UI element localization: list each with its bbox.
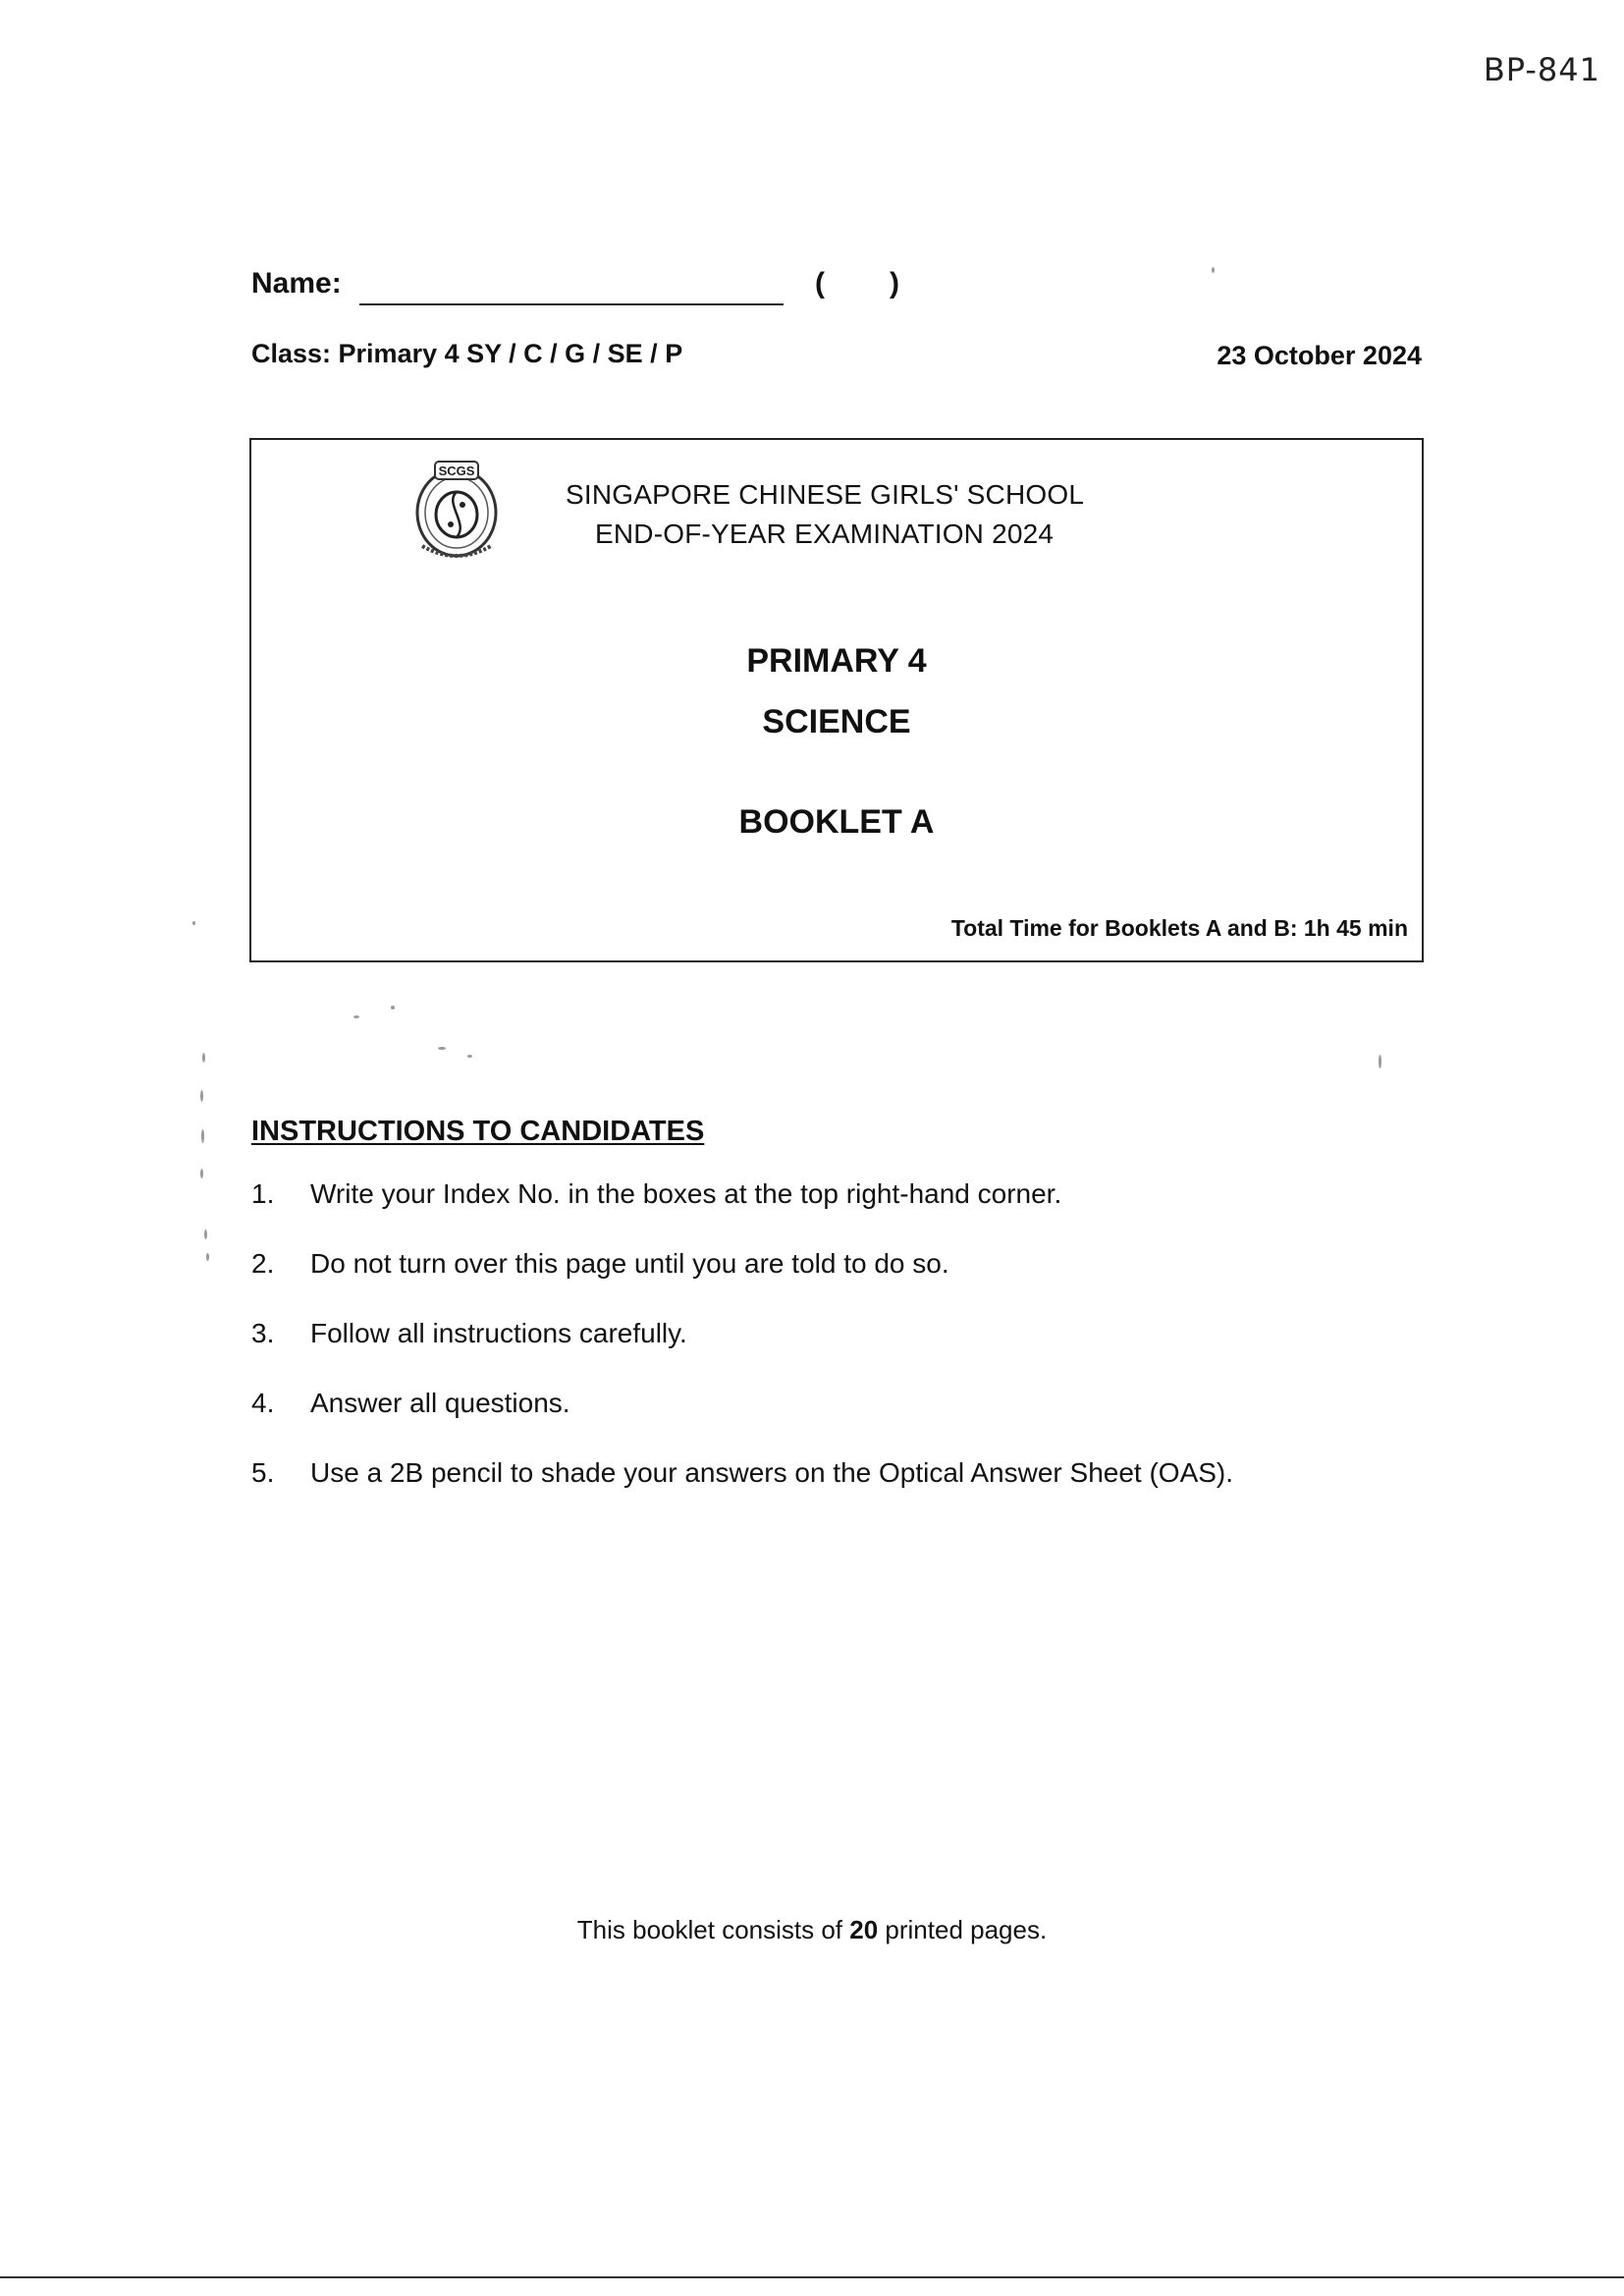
total-time: Total Time for Booklets A and B: 1h 45 min — [950, 915, 1408, 941]
scan-speck — [1212, 267, 1215, 273]
level-title: PRIMARY 4 — [746, 642, 927, 680]
page-count-footer — [0, 1915, 1624, 1945]
instruction-text: Use a 2B pencil to shade your answers on the Optical Answer Sheet (OAS). — [310, 1457, 1234, 1488]
school-crest-icon — [408, 456, 505, 564]
index-number-close-bracket: ) — [890, 267, 899, 300]
scan-speck — [200, 1090, 203, 1102]
instructions-heading: INSTRUCTIONS TO CANDIDATES — [251, 1116, 705, 1147]
class-line: Class: Primary 4 SY / C / G / SE / P — [251, 339, 683, 368]
exam-date: 23 October 2024 — [1217, 341, 1422, 370]
subject-title: SCIENCE — [762, 703, 911, 740]
scan-speck — [438, 1047, 446, 1050]
exam-name: END-OF-YEAR EXAMINATION 2024 — [595, 519, 1055, 549]
scan-speck — [1379, 1055, 1381, 1068]
instruction-number: 1. — [251, 1178, 275, 1209]
instruction-text: Answer all questions. — [310, 1388, 570, 1418]
scan-speck — [467, 1055, 472, 1058]
instruction-item — [251, 1318, 1430, 1388]
scan-speck — [192, 921, 195, 925]
scan-speck — [206, 1253, 209, 1261]
instruction-item — [251, 1388, 1430, 1457]
footer-prefix: This booklet consists of — [576, 1915, 850, 1944]
footer-page-count: 20 — [849, 1915, 879, 1944]
scan-speck — [353, 1015, 359, 1018]
scan-speck — [204, 1230, 207, 1239]
instruction-text: Do not turn over this page until you are told to do so. — [310, 1248, 949, 1279]
footer-suffix: printed pages. — [878, 1915, 1048, 1944]
crest-lettering: SCGS — [438, 464, 475, 478]
instruction-item — [251, 1248, 1430, 1318]
name-label: Name: — [251, 267, 342, 300]
scan-speck — [202, 1053, 205, 1063]
instruction-text: Follow all instructions carefully. — [310, 1318, 687, 1348]
document-code: BP-841 — [1483, 51, 1600, 88]
instructions-list — [251, 1178, 1430, 1527]
scan-speck — [201, 1129, 204, 1143]
bottom-rule — [0, 2276, 1624, 2278]
name-blank-line — [359, 303, 784, 305]
scan-speck — [200, 1169, 203, 1178]
booklet-title: BOOKLET A — [738, 803, 935, 841]
instruction-text: Write your Index No. in the boxes at the top right-hand corner. — [310, 1178, 1062, 1209]
instruction-number: 4. — [251, 1388, 275, 1418]
instruction-number: 2. — [251, 1248, 275, 1279]
cover-box — [249, 438, 1424, 962]
instruction-number: 3. — [251, 1318, 275, 1348]
index-number-open-bracket: ( — [815, 267, 825, 300]
scan-speck — [391, 1006, 395, 1010]
instruction-item — [251, 1178, 1430, 1248]
instruction-item — [251, 1457, 1430, 1527]
school-name: SINGAPORE CHINESE GIRLS' SCHOOL — [566, 479, 1085, 510]
instruction-number: 5. — [251, 1457, 275, 1488]
